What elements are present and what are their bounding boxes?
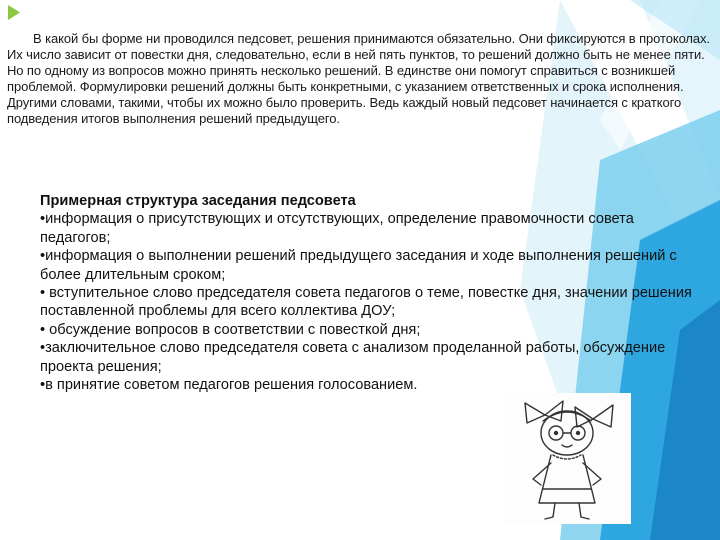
structure-item: •заключительное слово председателя совета с анализом проделанной работы, обсуждение проекта решения; [40,340,666,375]
decision-paragraph [7,31,713,127]
girl-with-glasses-drawing [505,393,631,524]
structure-item: •информация о присутствующих и отсутствующих, определение правомочности совета педагогов; [40,211,634,246]
structure-item: • вступительное слово председателя совета педагогов о теме, повестке дня, значении решения поставленной проблемы для всего коллектива ДОУ; [40,285,692,320]
structure-title: Примерная структура заседания педсовета [40,193,356,209]
structure-item: •в принятие советом педагогов решения голосованием. [40,377,418,394]
structure-block [40,192,698,394]
paragraph-text: В какой бы форме ни проводился педсовет, решения принимаются обязательно. Они фиксируются в протоколах. Их число зависит от повестки дня, следовательно, если в ней пять пунктов, то решений должно быть не менее пяти. Но по одному из вопросов можно принять несколько решений. В единстве они помогут справиться с возникшей проблемой. Формулировки решений должны быть конкретными, с указанием ответственных и срока исполнения. Другими словами, такими, чтобы их можно было проверить. Ведь каждый новый педсовет начинается с краткого подведения итогов выполнения решений предыдущего. [7,31,710,126]
structure-item: •информация о выполнении решений предыдущего заседания и ходе выполнения решений с более длительным сроком; [40,248,677,283]
triangle-arrow-icon [8,5,20,20]
structure-item: • обсуждение вопросов в соответствии с повесткой дня; [40,321,421,338]
